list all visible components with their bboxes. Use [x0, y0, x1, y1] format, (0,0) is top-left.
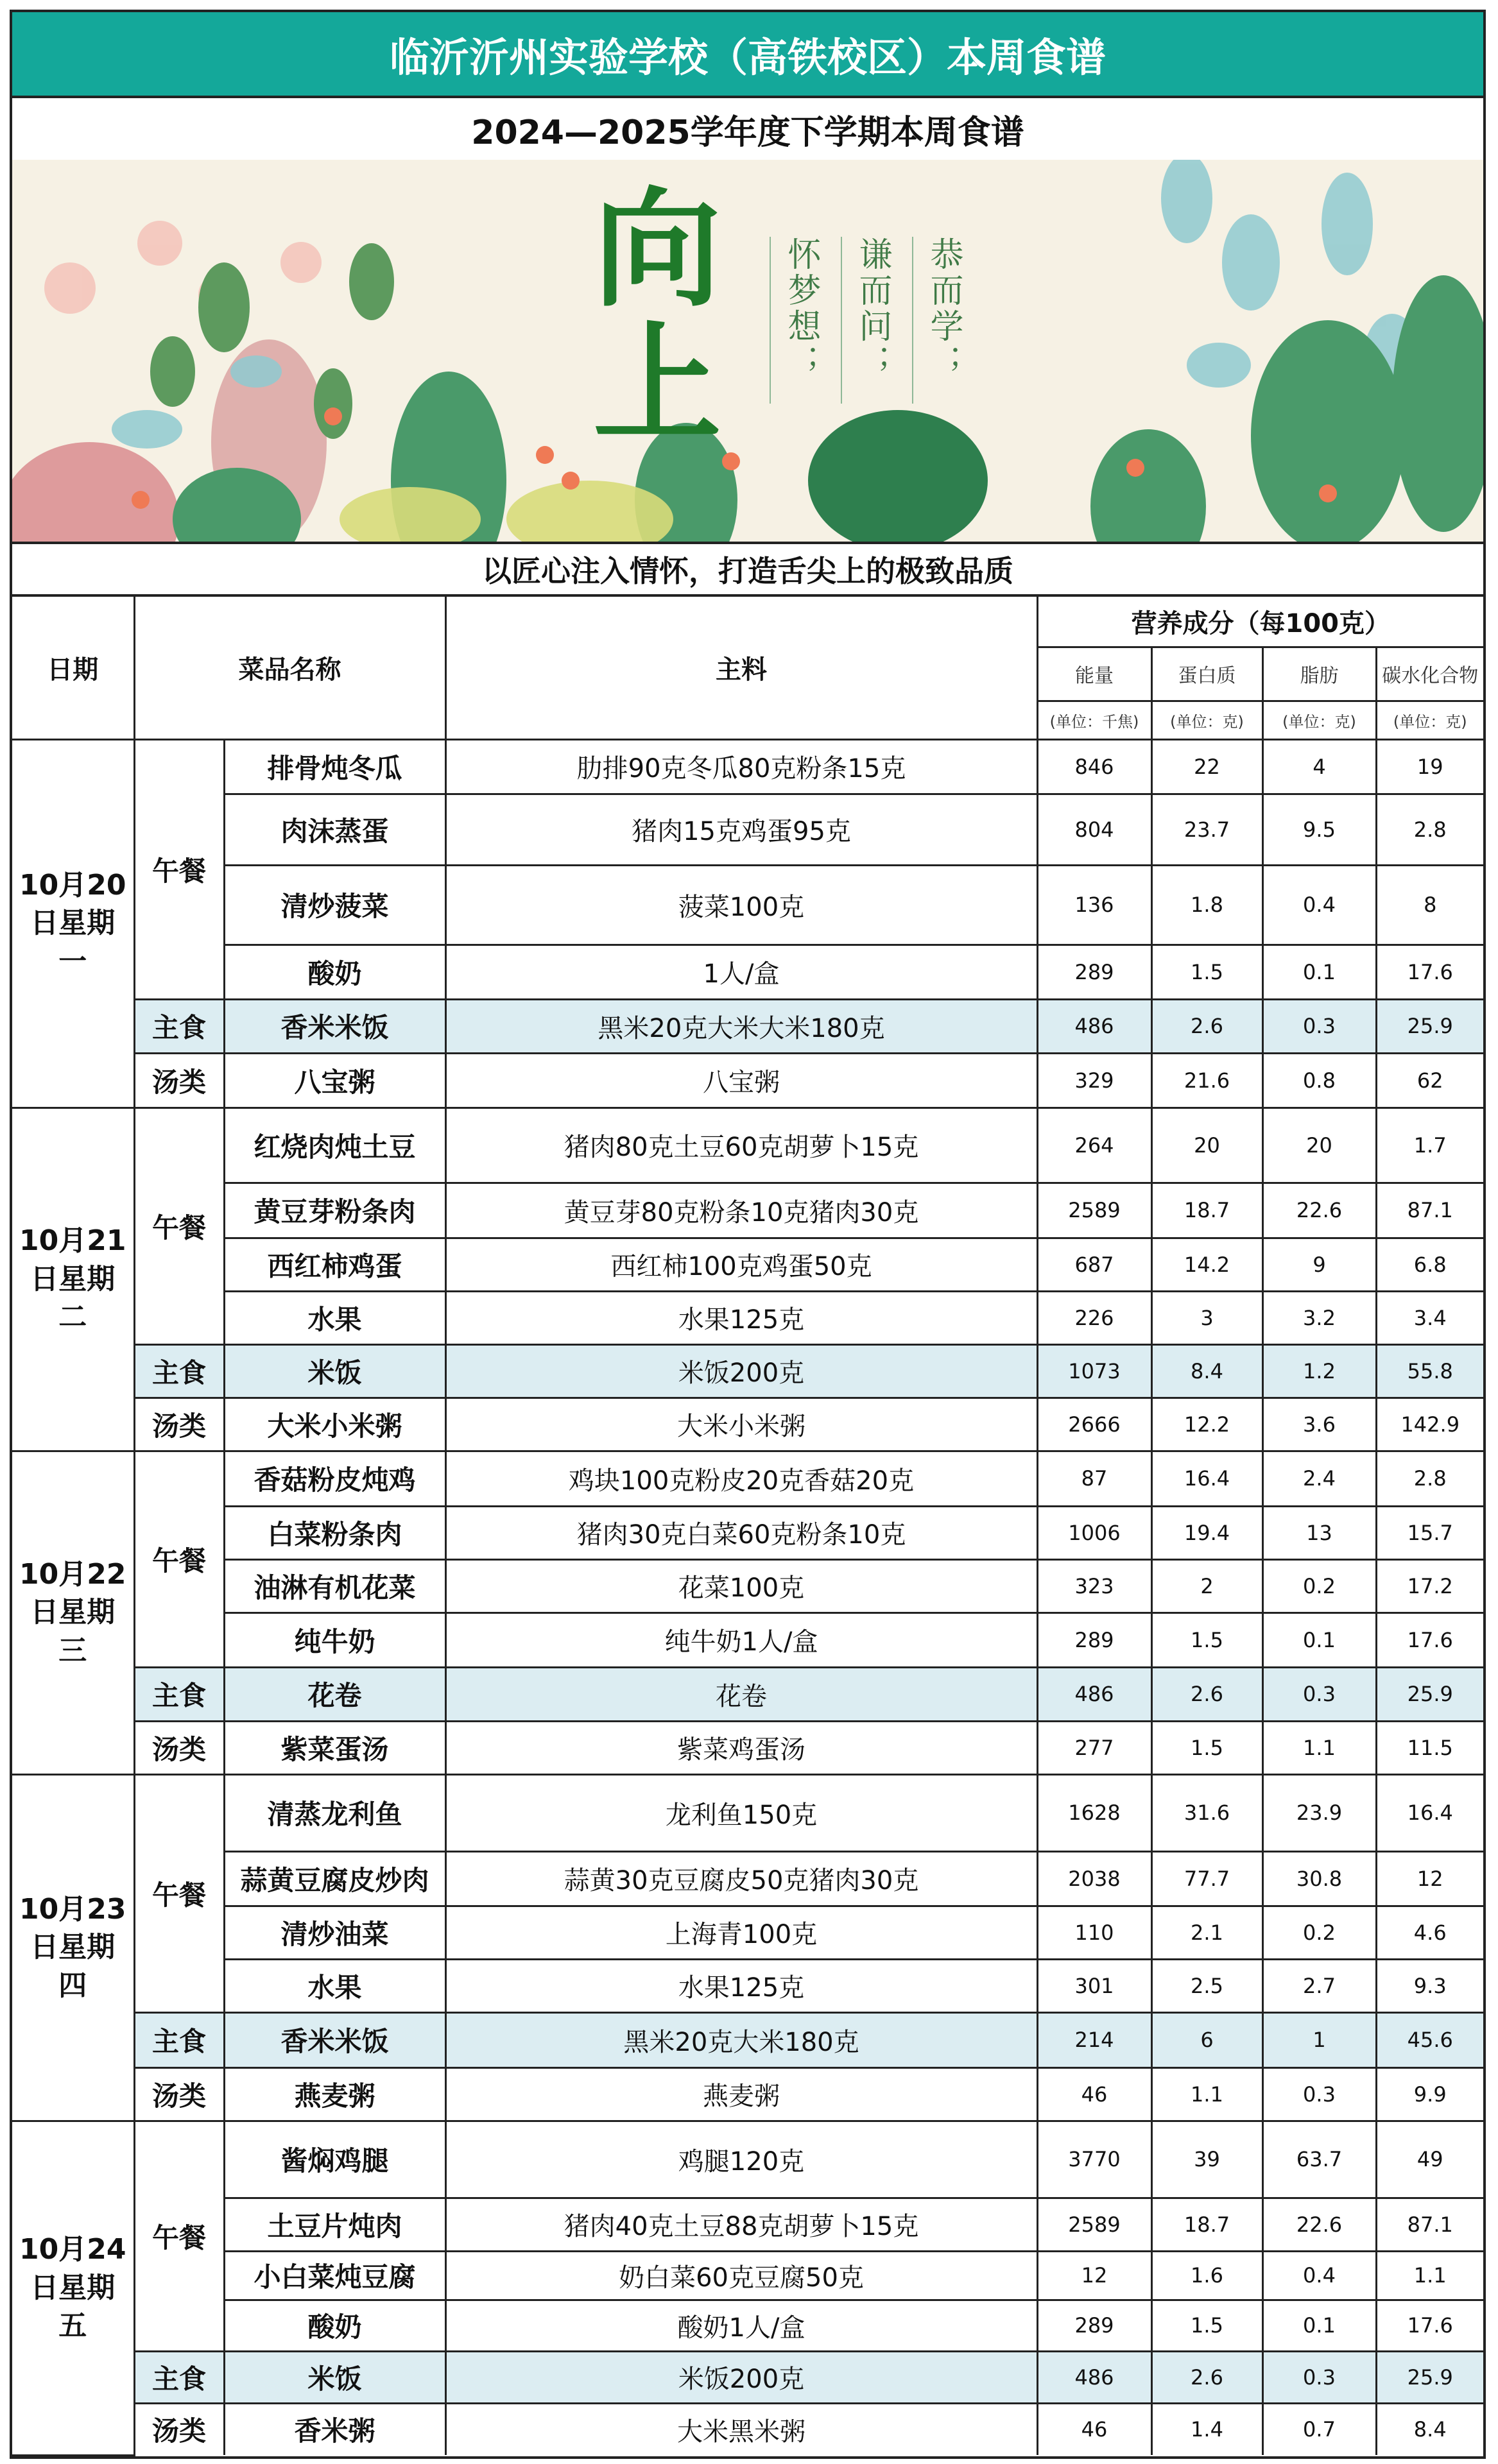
fat-cell: 23.9: [1262, 1774, 1376, 1851]
energy-cell: 323: [1037, 1559, 1151, 1613]
protein-cell: 18.7: [1151, 1183, 1262, 1238]
energy-cell: 804: [1037, 794, 1151, 865]
dish-name-cell: 香菇粉皮炖鸡: [224, 1451, 445, 1506]
poem-line-1: 恭而学；: [912, 237, 968, 404]
protein-cell: 31.6: [1151, 1774, 1262, 1851]
dish-name-cell: 酸奶: [224, 2300, 445, 2351]
carbs-cell: 25.9: [1376, 1667, 1483, 1721]
ingredients-cell: 大米小米粥: [445, 1398, 1037, 1451]
fat-cell: 0.2: [1262, 1906, 1376, 1959]
carbs-cell: 17.6: [1376, 945, 1483, 999]
protein-cell: 1.1: [1151, 2067, 1262, 2121]
energy-cell: 226: [1037, 1291, 1151, 1344]
protein-cell: 1.5: [1151, 1721, 1262, 1774]
dish-name-cell: 酱焖鸡腿: [224, 2121, 445, 2198]
meal-type-cell: 汤类: [134, 1721, 224, 1774]
carbs-cell: 25.9: [1376, 2351, 1483, 2403]
table-row: [12, 2351, 1483, 2403]
header-protein: 蛋白质: [1151, 647, 1262, 701]
ingredients-cell: 菠菜100克: [445, 865, 1037, 945]
carbs-cell: 17.6: [1376, 1613, 1483, 1667]
energy-cell: 87: [1037, 1451, 1151, 1506]
header-nutrition: 营养成分（每100克）: [1037, 597, 1483, 647]
energy-cell: 277: [1037, 1721, 1151, 1774]
dish-name-cell: 排骨炖冬瓜: [224, 739, 445, 794]
protein-cell: 77.7: [1151, 1851, 1262, 1906]
protein-cell: 2: [1151, 1559, 1262, 1613]
table-row: [12, 2403, 1483, 2455]
dish-name-cell: 紫菜蛋汤: [224, 1721, 445, 1774]
carbs-cell: 2.8: [1376, 794, 1483, 865]
table-row: [12, 1053, 1483, 1108]
slogan: 以匠心注入情怀，打造舌尖上的极致品质: [12, 544, 1483, 597]
ingredients-cell: 上海青100克: [445, 1906, 1037, 1959]
ingredients-cell: 猪肉30克白菜60克粉条10克: [445, 1506, 1037, 1559]
ingredients-cell: 酸奶1人/盒: [445, 2300, 1037, 2351]
dish-name-cell: 蒜黄豆腐皮炒肉: [224, 1851, 445, 1906]
ingredients-cell: 龙利鱼150克: [445, 1774, 1037, 1851]
protein-cell: 14.2: [1151, 1238, 1262, 1291]
ingredients-cell: 猪肉80克土豆60克胡萝卜15克: [445, 1108, 1037, 1183]
protein-cell: 1.5: [1151, 945, 1262, 999]
carbs-cell: 87.1: [1376, 2198, 1483, 2251]
header-energy: 能量: [1037, 647, 1151, 701]
table-row: [12, 1774, 1483, 1851]
ingredients-cell: 八宝粥: [445, 1053, 1037, 1108]
energy-cell: 2589: [1037, 1183, 1151, 1238]
meal-type-cell: 主食: [134, 1667, 224, 1721]
carbs-cell: 45.6: [1376, 2012, 1483, 2067]
table-row: [12, 1238, 1483, 1291]
fat-cell: 9.5: [1262, 794, 1376, 865]
energy-cell: 2038: [1037, 1851, 1151, 1906]
page-title: 临沂沂州实验学校（高铁校区）本周食谱: [12, 12, 1483, 98]
date-cell: 10月24日星期五: [12, 2121, 134, 2455]
table-row: [12, 999, 1483, 1053]
ingredients-cell: 鸡块100克粉皮20克香菇20克: [445, 1451, 1037, 1506]
header-carbs: 碳水化合物: [1376, 647, 1483, 701]
carbs-cell: 3.4: [1376, 1291, 1483, 1344]
protein-cell: 1.8: [1151, 865, 1262, 945]
ingredients-cell: 米饭200克: [445, 2351, 1037, 2403]
carbs-cell: 9.9: [1376, 2067, 1483, 2121]
ingredients-cell: 水果125克: [445, 1959, 1037, 2012]
energy-cell: 46: [1037, 2403, 1151, 2455]
carbs-cell: 17.2: [1376, 1559, 1483, 1613]
meal-type-cell: 午餐: [134, 1451, 224, 1667]
ingredients-cell: 黑米20克大米180克: [445, 2012, 1037, 2067]
ingredients-cell: 1人/盒: [445, 945, 1037, 999]
fat-cell: 0.2: [1262, 1559, 1376, 1613]
dish-name-cell: 清蒸龙利鱼: [224, 1774, 445, 1851]
dish-name-cell: 酸奶: [224, 945, 445, 999]
unit-fat: (单位：克): [1262, 701, 1376, 739]
dish-name-cell: 八宝粥: [224, 1053, 445, 1108]
protein-cell: 21.6: [1151, 1053, 1262, 1108]
carbs-cell: 8.4: [1376, 2403, 1483, 2455]
header-fat: 脂肪: [1262, 647, 1376, 701]
carbs-cell: 4.6: [1376, 1906, 1483, 1959]
dish-name-cell: 红烧肉炖土豆: [224, 1108, 445, 1183]
protein-cell: 22: [1151, 739, 1262, 794]
fat-cell: 0.1: [1262, 2300, 1376, 2351]
table-row: [12, 1506, 1483, 1559]
table-row: [12, 1291, 1483, 1344]
table-row: [12, 1398, 1483, 1451]
banner-char-2: 上: [593, 309, 722, 459]
meal-type-cell: 主食: [134, 2012, 224, 2067]
carbs-cell: 62: [1376, 1053, 1483, 1108]
fat-cell: 30.8: [1262, 1851, 1376, 1906]
fat-cell: 0.1: [1262, 945, 1376, 999]
ingredients-cell: 米饭200克: [445, 1344, 1037, 1398]
energy-cell: 2666: [1037, 1398, 1151, 1451]
fat-cell: 4: [1262, 739, 1376, 794]
date-cell: 10月23日星期四: [12, 1774, 134, 2121]
ingredients-cell: 猪肉15克鸡蛋95克: [445, 794, 1037, 865]
dish-name-cell: 水果: [224, 1291, 445, 1344]
protein-cell: 2.1: [1151, 1906, 1262, 1959]
menu-body: [12, 739, 1483, 2455]
fat-cell: 2.4: [1262, 1451, 1376, 1506]
fat-cell: 0.3: [1262, 1667, 1376, 1721]
meal-type-cell: 午餐: [134, 1108, 224, 1344]
dish-name-cell: 土豆片炖肉: [224, 2198, 445, 2251]
carbs-cell: 11.5: [1376, 1721, 1483, 1774]
fat-cell: 3.6: [1262, 1398, 1376, 1451]
ingredients-cell: 蒜黄30克豆腐皮50克猪肉30克: [445, 1851, 1037, 1906]
table-row: [12, 2300, 1483, 2351]
ingredients-cell: 纯牛奶1人/盒: [445, 1613, 1037, 1667]
carbs-cell: 87.1: [1376, 1183, 1483, 1238]
fat-cell: 1: [1262, 2012, 1376, 2067]
protein-cell: 20: [1151, 1108, 1262, 1183]
protein-cell: 1.4: [1151, 2403, 1262, 2455]
meal-type-cell: 主食: [134, 999, 224, 1053]
dish-name-cell: 水果: [224, 1959, 445, 2012]
dish-name-cell: 肉沫蒸蛋: [224, 794, 445, 865]
protein-cell: 2.5: [1151, 1959, 1262, 2012]
carbs-cell: 9.3: [1376, 1959, 1483, 2012]
dish-name-cell: 花卷: [224, 1667, 445, 1721]
protein-cell: 2.6: [1151, 1667, 1262, 1721]
energy-cell: 329: [1037, 1053, 1151, 1108]
carbs-cell: 17.6: [1376, 2300, 1483, 2351]
carbs-cell: 6.8: [1376, 1238, 1483, 1291]
dish-name-cell: 油淋有机花菜: [224, 1559, 445, 1613]
table-row: [12, 1559, 1483, 1613]
header-date: 日期: [12, 597, 134, 739]
date-cell: 10月21日星期二: [12, 1108, 134, 1451]
dish-name-cell: 大米小米粥: [224, 1398, 445, 1451]
menu-table: [12, 597, 1483, 2456]
carbs-cell: 12: [1376, 1851, 1483, 1906]
dish-name-cell: 香米米饭: [224, 2012, 445, 2067]
energy-cell: 3770: [1037, 2121, 1151, 2198]
dish-name-cell: 米饭: [224, 2351, 445, 2403]
meal-type-cell: 汤类: [134, 2067, 224, 2121]
energy-cell: 46: [1037, 2067, 1151, 2121]
table-row: [12, 1906, 1483, 1959]
energy-cell: 214: [1037, 2012, 1151, 2067]
date-cell: 10月22日星期三: [12, 1451, 134, 1774]
protein-cell: 1.5: [1151, 1613, 1262, 1667]
ingredients-cell: 奶白菜60克豆腐50克: [445, 2251, 1037, 2300]
meal-type-cell: 主食: [134, 2351, 224, 2403]
energy-cell: 486: [1037, 2351, 1151, 2403]
fat-cell: 13: [1262, 1506, 1376, 1559]
fat-cell: 0.1: [1262, 1613, 1376, 1667]
fat-cell: 0.7: [1262, 2403, 1376, 2455]
table-row: [12, 1451, 1483, 1506]
header-ingredients: 主料: [445, 597, 1037, 739]
banner-poem: [770, 237, 968, 404]
energy-cell: 264: [1037, 1108, 1151, 1183]
fat-cell: 0.3: [1262, 2067, 1376, 2121]
protein-cell: 39: [1151, 2121, 1262, 2198]
energy-cell: 12: [1037, 2251, 1151, 2300]
date-cell: 10月20日星期一: [12, 739, 134, 1108]
carbs-cell: 16.4: [1376, 1774, 1483, 1851]
protein-cell: 1.6: [1151, 2251, 1262, 2300]
fat-cell: 0.4: [1262, 2251, 1376, 2300]
energy-cell: 846: [1037, 739, 1151, 794]
table-row: [12, 1721, 1483, 1774]
dish-name-cell: 清炒油菜: [224, 1906, 445, 1959]
banner-illustration: [12, 160, 1483, 544]
fat-cell: 0.8: [1262, 1053, 1376, 1108]
ingredients-cell: 燕麦粥: [445, 2067, 1037, 2121]
table-row: [12, 1344, 1483, 1398]
header-dish-name: 菜品名称: [134, 597, 445, 739]
ingredients-cell: 水果125克: [445, 1291, 1037, 1344]
fat-cell: 9: [1262, 1238, 1376, 1291]
protein-cell: 3: [1151, 1291, 1262, 1344]
meal-type-cell: 汤类: [134, 2403, 224, 2455]
meal-type-cell: 午餐: [134, 1774, 224, 2012]
fat-cell: 1.1: [1262, 1721, 1376, 1774]
ingredients-cell: 紫菜鸡蛋汤: [445, 1721, 1037, 1774]
carbs-cell: 15.7: [1376, 1506, 1483, 1559]
unit-protein: (单位：克): [1151, 701, 1262, 739]
energy-cell: 1006: [1037, 1506, 1151, 1559]
carbs-cell: 2.8: [1376, 1451, 1483, 1506]
protein-cell: 19.4: [1151, 1506, 1262, 1559]
energy-cell: 486: [1037, 999, 1151, 1053]
table-row: [12, 739, 1483, 794]
table-row: [12, 2067, 1483, 2121]
carbs-cell: 1.7: [1376, 1108, 1483, 1183]
unit-energy: (单位：千焦): [1037, 701, 1151, 739]
protein-cell: 1.5: [1151, 2300, 1262, 2351]
poem-line-3: 怀梦想；: [770, 237, 825, 404]
dish-name-cell: 西红柿鸡蛋: [224, 1238, 445, 1291]
fat-cell: 20: [1262, 1108, 1376, 1183]
meal-type-cell: 午餐: [134, 739, 224, 999]
table-row: [12, 2012, 1483, 2067]
fat-cell: 2.7: [1262, 1959, 1376, 2012]
ingredients-cell: 猪肉40克土豆88克胡萝卜15克: [445, 2198, 1037, 2251]
fat-cell: 0.4: [1262, 865, 1376, 945]
ingredients-cell: 西红柿100克鸡蛋50克: [445, 1238, 1037, 1291]
dish-name-cell: 清炒菠菜: [224, 865, 445, 945]
energy-cell: 2589: [1037, 2198, 1151, 2251]
ingredients-cell: 肋排90克冬瓜80克粉条15克: [445, 739, 1037, 794]
table-row: [12, 1183, 1483, 1238]
carbs-cell: 1.1: [1376, 2251, 1483, 2300]
ingredients-cell: 花菜100克: [445, 1559, 1037, 1613]
energy-cell: 289: [1037, 2300, 1151, 2351]
page-subtitle: 2024—2025学年度下学期本周食谱: [471, 113, 1024, 152]
foliage-illustration: [12, 160, 1483, 542]
meal-type-cell: 午餐: [134, 2121, 224, 2351]
energy-cell: 136: [1037, 865, 1151, 945]
table-row: [12, 945, 1483, 999]
ingredients-cell: 鸡腿120克: [445, 2121, 1037, 2198]
dish-name-cell: 香米粥: [224, 2403, 445, 2455]
unit-carbs: (单位：克): [1376, 701, 1483, 739]
fat-cell: 0.3: [1262, 2351, 1376, 2403]
fat-cell: 0.3: [1262, 999, 1376, 1053]
energy-cell: 1628: [1037, 1774, 1151, 1851]
table-row: [12, 1613, 1483, 1667]
meal-type-cell: 汤类: [134, 1053, 224, 1108]
energy-cell: 289: [1037, 1613, 1151, 1667]
fat-cell: 63.7: [1262, 2121, 1376, 2198]
fat-cell: 1.2: [1262, 1344, 1376, 1398]
energy-cell: 301: [1037, 1959, 1151, 2012]
dish-name-cell: 小白菜炖豆腐: [224, 2251, 445, 2300]
table-row: [12, 1959, 1483, 2012]
protein-cell: 2.6: [1151, 999, 1262, 1053]
fat-cell: 22.6: [1262, 2198, 1376, 2251]
poem-line-2: 谦而问；: [841, 237, 897, 404]
dish-name-cell: 白菜粉条肉: [224, 1506, 445, 1559]
carbs-cell: 25.9: [1376, 999, 1483, 1053]
table-row: [12, 2251, 1483, 2300]
energy-cell: 110: [1037, 1906, 1151, 1959]
carbs-cell: 55.8: [1376, 1344, 1483, 1398]
protein-cell: 16.4: [1151, 1451, 1262, 1506]
protein-cell: 6: [1151, 2012, 1262, 2067]
carbs-cell: 142.9: [1376, 1398, 1483, 1451]
dish-name-cell: 燕麦粥: [224, 2067, 445, 2121]
energy-cell: 1073: [1037, 1344, 1151, 1398]
table-row: [12, 865, 1483, 945]
menu-sheet: [10, 10, 1486, 2459]
fat-cell: 22.6: [1262, 1183, 1376, 1238]
table-row: [12, 1667, 1483, 1721]
fat-cell: 3.2: [1262, 1291, 1376, 1344]
protein-cell: 18.7: [1151, 2198, 1262, 2251]
energy-cell: 687: [1037, 1238, 1151, 1291]
dish-name-cell: 黄豆芽粉条肉: [224, 1183, 445, 1238]
dish-name-cell: 米饭: [224, 1344, 445, 1398]
meal-type-cell: 汤类: [134, 1398, 224, 1451]
table-row: [12, 2121, 1483, 2198]
protein-cell: 8.4: [1151, 1344, 1262, 1398]
table-row: [12, 794, 1483, 865]
table-row: [12, 2198, 1483, 2251]
dish-name-cell: 香米米饭: [224, 999, 445, 1053]
meal-type-cell: 主食: [134, 1344, 224, 1398]
ingredients-cell: 黑米20克大米大米180克: [445, 999, 1037, 1053]
protein-cell: 2.6: [1151, 2351, 1262, 2403]
ingredients-cell: 大米黑米粥: [445, 2403, 1037, 2455]
banner-char-1: 向: [593, 174, 722, 325]
table-row: [12, 1851, 1483, 1906]
protein-cell: 23.7: [1151, 794, 1262, 865]
ingredients-cell: 黄豆芽80克粉条10克猪肉30克: [445, 1183, 1037, 1238]
energy-cell: 486: [1037, 1667, 1151, 1721]
protein-cell: 12.2: [1151, 1398, 1262, 1451]
carbs-cell: 49: [1376, 2121, 1483, 2198]
table-row: [12, 1108, 1483, 1183]
carbs-cell: 8: [1376, 865, 1483, 945]
energy-cell: 289: [1037, 945, 1151, 999]
dish-name-cell: 纯牛奶: [224, 1613, 445, 1667]
ingredients-cell: 花卷: [445, 1667, 1037, 1721]
carbs-cell: 19: [1376, 739, 1483, 794]
